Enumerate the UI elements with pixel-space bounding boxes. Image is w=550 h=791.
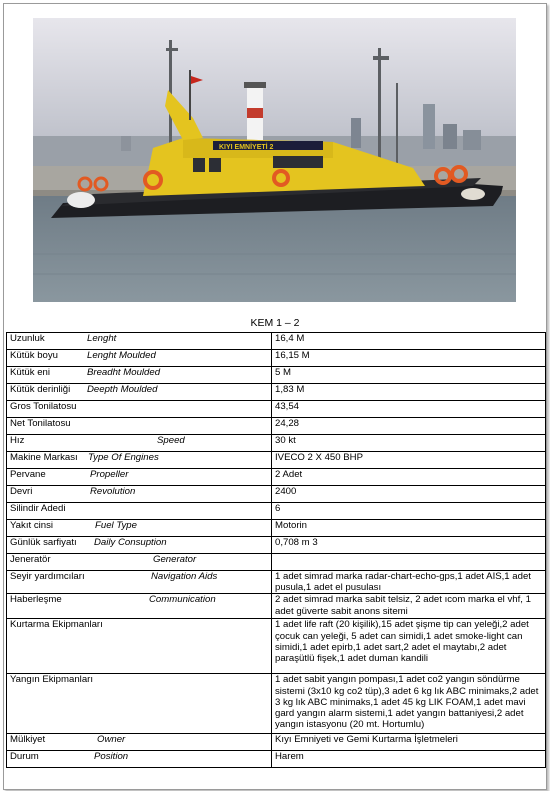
spec-label-tr: Uzunluk	[10, 333, 45, 344]
spec-label-tr: Kütük eni	[10, 367, 51, 378]
spec-row	[7, 469, 546, 486]
spec-label-cell	[7, 401, 272, 418]
spec-value-cell: IVECO 2 X 450 BHP	[272, 452, 546, 469]
spec-label-tr: Haberleşme	[10, 594, 62, 606]
spec-label-cell	[7, 674, 272, 734]
spec-value-cell: 2400	[272, 486, 546, 503]
spec-row	[7, 367, 546, 384]
spec-label-cell	[7, 734, 272, 751]
spec-label-en: Lenght	[87, 333, 117, 344]
spec-label-en: Position	[94, 751, 129, 763]
spec-row	[7, 350, 546, 367]
spec-label-tr: Günlük sarfiyatı	[10, 537, 77, 548]
spec-value-cell: 16,4 M	[272, 333, 546, 350]
spec-label-tr: Pervane	[10, 469, 46, 480]
spec-label-tr: Yakıt cinsi	[10, 520, 54, 531]
spec-value-cell: 2 Adet	[272, 469, 546, 486]
spec-table	[6, 332, 546, 768]
spec-label-cell	[7, 435, 272, 452]
spec-label-en: Generator	[153, 554, 197, 565]
spec-label-tr: Silindir Adedi	[10, 503, 66, 514]
spec-label-en: Breadht Moulded	[87, 367, 161, 378]
spec-value-cell: 5 M	[272, 367, 546, 384]
spec-value-cell: Motorin	[272, 520, 546, 537]
spec-value-cell: 43,54	[272, 401, 546, 418]
spec-label-cell	[7, 469, 272, 486]
spec-label-cell	[7, 554, 272, 571]
spec-value-cell: 1,83 M	[272, 384, 546, 401]
spec-label-tr: Mülkiyet	[10, 734, 46, 746]
spec-label-cell	[7, 384, 272, 401]
spec-value-cell: 6	[272, 503, 546, 520]
photo-caption: KEM 1 – 2	[250, 317, 300, 329]
spec-label-cell	[7, 418, 272, 435]
spec-value-cell: 0,708 m 3	[272, 537, 546, 554]
spec-label-en: Navigation Aids	[151, 571, 218, 582]
spec-row	[7, 435, 546, 452]
spec-label-tr: Devri	[10, 486, 33, 497]
spec-value-cell: 1 adet simrad marka radar-chart-echo-gps,1 adet AIS,1 adet pusula,1 adet el pusulası	[272, 571, 546, 594]
spec-value-cell	[272, 554, 546, 571]
spec-row	[7, 554, 546, 571]
spec-label-cell	[7, 350, 272, 367]
spec-row	[7, 674, 546, 734]
spec-label-tr: Durum	[10, 751, 39, 763]
spec-label-cell	[7, 571, 272, 594]
spec-row	[7, 401, 546, 418]
spec-label-en: Lenght Moulded	[87, 350, 156, 361]
spec-row	[7, 452, 546, 469]
spec-label-en: Owner	[97, 734, 126, 746]
spec-label-cell	[7, 537, 272, 554]
spec-value-cell: Harem	[272, 751, 546, 768]
spec-label-tr: Kütük derinliği	[10, 384, 71, 395]
hull-label: KIYI EMNİYETİ 2	[219, 144, 274, 151]
spec-label-en: Propeller	[90, 469, 129, 480]
spec-label-cell	[7, 452, 272, 469]
spec-value-cell: 24,28	[272, 418, 546, 435]
spec-label-en: Deepth Moulded	[87, 384, 158, 395]
spec-label-cell	[7, 520, 272, 537]
spec-label-cell	[7, 619, 272, 674]
spec-value-cell: 30 kt	[272, 435, 546, 452]
spec-label-tr: Makine Markası	[10, 452, 78, 463]
spec-label-cell	[7, 503, 272, 520]
spec-row	[7, 333, 546, 350]
spec-row	[7, 537, 546, 554]
spec-row	[7, 751, 546, 768]
spec-label-tr: Seyir yardımcıları	[10, 571, 85, 582]
spec-label-en: Type Of Engines	[88, 452, 159, 463]
spec-value-cell: Kıyı Emniyeti ve Gemi Kurtarma İşletmeleri	[272, 734, 546, 751]
spec-label-tr: Gros Tonilatosu	[10, 401, 77, 412]
boat-photo	[33, 18, 516, 302]
spec-row	[7, 571, 546, 594]
spec-label-tr: Yangın Ekipmanları	[10, 674, 94, 686]
spec-row	[7, 619, 546, 674]
spec-label-cell	[7, 333, 272, 350]
spec-label-tr: Net Tonilatosu	[10, 418, 71, 429]
spec-value-cell: 1 adet life raft (20 kişilik),15 adet şişme tip can yeleği,2 adet çocuk can yeleği, 5 adet can simidi,1 adet smoke-light can simidi,1 adet epirb,1 adet sart,2 adet el maytabı,2 adet paraşütlü fişek,1 adet duman kandili	[272, 619, 546, 674]
spec-label-cell	[7, 751, 272, 768]
spec-value-cell: 1 adet sabit yangın pompası,1 adet co2 yangın söndürme sistemi (3x10 kg co2 tüp),3 adet 6 kg lık ABC minimaks,2 adet 3 kg lık ABC minimaks,1 adet 45 kg LIK FOAM,1 adet mavi gard yangın alarm sistemi,1 adet yangın battaniyesi,2 adet yangın istasyonu (20 mt. Hortumlu)	[272, 674, 546, 734]
spec-label-en: Daily Consuption	[94, 537, 167, 548]
spec-value-cell: 2 adet simrad marka sabit telsiz, 2 adet ıcom marka el vhf, 1 adet güverte sabit anons sitemi	[272, 594, 546, 619]
spec-row	[7, 520, 546, 537]
spec-label-en: Revolution	[90, 486, 136, 497]
spec-label-en: Speed	[157, 435, 185, 446]
spec-row	[7, 384, 546, 401]
spec-label-cell	[7, 367, 272, 384]
spec-label-tr: Kurtarma Ekipmanları	[10, 619, 103, 631]
spec-row	[7, 503, 546, 520]
spec-label-tr: Kütük boyu	[10, 350, 59, 361]
spec-row	[7, 418, 546, 435]
spec-row	[7, 594, 546, 619]
spec-value-cell: 16,15 M	[272, 350, 546, 367]
spec-row	[7, 734, 546, 751]
spec-label-en: Communication	[149, 594, 216, 606]
spec-row	[7, 486, 546, 503]
spec-label-tr: Jeneratör	[10, 554, 51, 565]
spec-label-cell	[7, 594, 272, 619]
spec-label-tr: Hız	[10, 435, 25, 446]
spec-label-en: Fuel Type	[95, 520, 137, 531]
spec-label-cell	[7, 486, 272, 503]
